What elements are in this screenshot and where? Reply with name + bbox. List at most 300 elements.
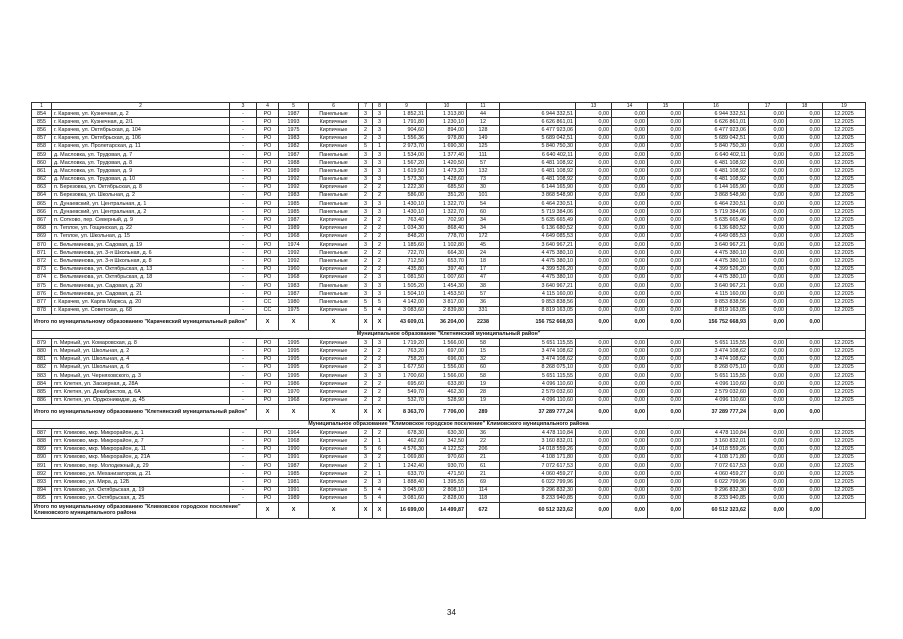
table-cell: 0,00 xyxy=(612,159,648,167)
table-cell: 0,00 xyxy=(576,216,612,224)
table-cell xyxy=(823,314,866,330)
table-cell: 12.2025 xyxy=(823,110,866,118)
table-cell: 1 505,20 xyxy=(387,281,427,289)
table-cell: 16 699,00 xyxy=(387,502,427,518)
table-cell: с. Вельяминова, ул. Садовая, д. 20 xyxy=(52,281,230,289)
table-cell: 7 072 617,53 xyxy=(500,461,576,469)
table-cell: 894,00 xyxy=(427,126,467,134)
table-cell: - xyxy=(230,224,257,232)
table-row xyxy=(32,396,866,404)
table-cell: 0,00 xyxy=(576,126,612,134)
table-cell: 4 xyxy=(373,494,387,502)
table-cell: 0,00 xyxy=(648,445,684,453)
table-cell: 0,00 xyxy=(612,306,648,314)
table-cell: РО xyxy=(257,445,279,453)
table-cell: 0,00 xyxy=(612,249,648,257)
table-cell: 0,00 xyxy=(749,216,787,224)
table-cell: 1987 xyxy=(279,110,309,118)
table-cell: 1983 xyxy=(279,134,309,142)
table-cell: 12.2025 xyxy=(823,478,866,486)
table-cell: 0,00 xyxy=(648,478,684,486)
table-cell: РО xyxy=(257,478,279,486)
table-cell: 0,00 xyxy=(576,167,612,175)
table-cell: - xyxy=(230,339,257,347)
table-cell: 0,00 xyxy=(648,257,684,265)
table-cell: 633,80 xyxy=(427,380,467,388)
table-cell: 0,00 xyxy=(612,429,648,437)
table-cell: 3 xyxy=(373,134,387,142)
table-row xyxy=(32,371,866,379)
table-cell: 879 xyxy=(32,339,52,347)
table-cell: 21 xyxy=(467,453,500,461)
table-cell: 0,00 xyxy=(576,290,612,298)
table-cell: 877 xyxy=(32,298,52,306)
table-cell: 1 xyxy=(373,437,387,445)
table-cell: 60 512 323,62 xyxy=(684,502,749,518)
table-cell: 12.2025 xyxy=(823,175,866,183)
table-cell: 2 xyxy=(359,429,373,437)
table-cell: Панельные xyxy=(309,249,359,257)
column-number: 13 xyxy=(576,103,612,110)
table-cell: пгт. Клетня, ул. Заозерная, д. 28А xyxy=(52,380,230,388)
table-cell: 1987 xyxy=(279,216,309,224)
table-cell: 894 xyxy=(32,486,52,494)
table-cell: 8 268 075,10 xyxy=(500,363,576,371)
table-cell: 878 xyxy=(32,306,52,314)
table-cell: 4 xyxy=(373,486,387,494)
table-cell: 0,00 xyxy=(648,388,684,396)
table-cell: 2 xyxy=(373,241,387,249)
table-cell: 5 651 115,55 xyxy=(500,371,576,379)
table-cell: 1983 xyxy=(279,191,309,199)
table-cell: X xyxy=(279,404,309,420)
table-cell: РО xyxy=(257,453,279,461)
table-cell: 1981 xyxy=(279,478,309,486)
table-cell: 0,00 xyxy=(749,314,787,330)
table-cell: п. Теплое, ул. Гощинская, д. 22 xyxy=(52,224,230,232)
table-cell: 9 853 838,56 xyxy=(684,298,749,306)
table-cell: 532,70 xyxy=(387,396,427,404)
table-cell: РО xyxy=(257,142,279,150)
table-cell: 0,00 xyxy=(787,118,823,126)
table-cell: 3 xyxy=(373,478,387,486)
table-cell: 0,00 xyxy=(648,281,684,289)
table-cell: 0,00 xyxy=(612,380,648,388)
table-cell: 0,00 xyxy=(749,134,787,142)
table-cell: РО xyxy=(257,461,279,469)
table-cell: 0,00 xyxy=(576,371,612,379)
table-cell: 0,00 xyxy=(612,437,648,445)
table-cell: 3 640 967,21 xyxy=(684,241,749,249)
table-cell: 12.2025 xyxy=(823,273,866,281)
table-cell: - xyxy=(230,216,257,224)
table-cell: 58 xyxy=(467,339,500,347)
table-row xyxy=(32,380,866,388)
table-cell: 118 xyxy=(467,494,500,502)
table-row xyxy=(32,216,866,224)
table-cell: 0,00 xyxy=(787,142,823,150)
housing-register-table xyxy=(31,102,866,519)
table-cell: 435,80 xyxy=(387,265,427,273)
table-cell: 3 xyxy=(359,208,373,216)
table-cell: 0,00 xyxy=(787,249,823,257)
table-cell: Панельные xyxy=(309,290,359,298)
table-cell: 0,00 xyxy=(749,396,787,404)
table-cell: 3 160 832,01 xyxy=(684,437,749,445)
table-cell: 861 xyxy=(32,167,52,175)
table-cell: 0,00 xyxy=(648,134,684,142)
table-cell: п. Мирный, ул. Черняховского, д. 3 xyxy=(52,371,230,379)
table-cell: 0,00 xyxy=(648,298,684,306)
table-cell: 12.2025 xyxy=(823,355,866,363)
table-cell: 57 xyxy=(467,159,500,167)
table-cell: Кирпичные xyxy=(309,461,359,469)
table-cell: 0,00 xyxy=(787,486,823,494)
table-cell: 462,30 xyxy=(427,388,467,396)
table-cell: Панельные xyxy=(309,200,359,208)
table-row xyxy=(32,461,866,469)
table-cell: 2 xyxy=(373,257,387,265)
table-cell: 12.2025 xyxy=(823,347,866,355)
table-cell: X xyxy=(257,404,279,420)
table-cell: 0,00 xyxy=(576,461,612,469)
table-cell: Кирпичные xyxy=(309,437,359,445)
table-cell: - xyxy=(230,200,257,208)
table-cell: 0,00 xyxy=(576,437,612,445)
table-cell: 0,00 xyxy=(787,134,823,142)
table-cell: 0,00 xyxy=(612,216,648,224)
table-cell: 3 xyxy=(373,281,387,289)
column-number xyxy=(500,103,576,110)
table-cell: 0,00 xyxy=(749,183,787,191)
table-cell: 0,00 xyxy=(749,175,787,183)
table-cell: 0,00 xyxy=(749,437,787,445)
table-row xyxy=(32,339,866,347)
table-cell: Кирпичные xyxy=(309,445,359,453)
table-cell: 2 xyxy=(373,429,387,437)
table-cell: 858 xyxy=(32,142,52,150)
table-cell: 12.2025 xyxy=(823,191,866,199)
table-cell: 6 477 923,06 xyxy=(684,126,749,134)
column-number: 11 xyxy=(467,103,500,110)
table-cell: 12.2025 xyxy=(823,363,866,371)
table-cell: 873 xyxy=(32,265,52,273)
table-cell: 0,00 xyxy=(749,478,787,486)
section-title: Муниципальное образование "Климовское городское поселение" Климовского муниципального района xyxy=(32,420,866,429)
table-cell: 6 481 108,92 xyxy=(684,167,749,175)
table-cell: 12.2025 xyxy=(823,290,866,298)
table-cell: 1980 xyxy=(279,298,309,306)
table-cell: 1 102,80 xyxy=(427,241,467,249)
table-cell: 8 268 075,10 xyxy=(684,363,749,371)
table-cell: 3 xyxy=(359,110,373,118)
table-row xyxy=(32,183,866,191)
table-cell: 14 499,87 xyxy=(427,502,467,518)
table-cell: 1 322,70 xyxy=(427,208,467,216)
table-cell: 22 xyxy=(467,437,500,445)
table-cell: 4 060 459,27 xyxy=(684,470,749,478)
table-cell: д. Масловка, ул. Трудовая, д. 10 xyxy=(52,175,230,183)
table-cell: 1 852,31 xyxy=(387,110,427,118)
table-cell: 0,00 xyxy=(576,380,612,388)
table-cell: 868 xyxy=(32,224,52,232)
table-cell: РО xyxy=(257,110,279,118)
table-cell: 9 296 832,30 xyxy=(500,486,576,494)
table-cell: 904,60 xyxy=(387,126,427,134)
table-cell: 0,00 xyxy=(612,118,648,126)
table-cell: РО xyxy=(257,150,279,158)
table-cell: 14 018 559,26 xyxy=(500,445,576,453)
table-cell: 0,00 xyxy=(612,494,648,502)
table-cell: 0,00 xyxy=(576,273,612,281)
table-cell: 0,00 xyxy=(576,306,612,314)
table-cell: 0,00 xyxy=(612,200,648,208)
table-cell: 12.2025 xyxy=(823,453,866,461)
table-cell: 12.2025 xyxy=(823,150,866,158)
table-cell: 43 609,01 xyxy=(387,314,427,330)
table-cell: 0,00 xyxy=(576,478,612,486)
table-row xyxy=(32,159,866,167)
table-cell: 0,00 xyxy=(576,502,612,518)
table-cell: - xyxy=(230,437,257,445)
table-cell: Панельные xyxy=(309,298,359,306)
table-cell: 0,00 xyxy=(648,167,684,175)
table-cell: РО xyxy=(257,396,279,404)
register-sheet xyxy=(31,102,865,519)
table-cell: 0,00 xyxy=(612,314,648,330)
table-cell: 34 xyxy=(467,224,500,232)
table-row xyxy=(32,142,866,150)
table-cell: г. Карачев, ул. Октябрьская, д. 106 xyxy=(52,134,230,142)
table-cell: 0,00 xyxy=(612,142,648,150)
table-cell: 0,00 xyxy=(612,404,648,420)
table-cell: 6 464 230,51 xyxy=(684,200,749,208)
table-cell: 2 xyxy=(373,216,387,224)
table-cell: 889 xyxy=(32,445,52,453)
table-cell: 1 185,60 xyxy=(387,241,427,249)
table-cell: - xyxy=(230,363,257,371)
table-cell: 0,00 xyxy=(612,110,648,118)
table-cell: Кирпичные xyxy=(309,134,359,142)
table-cell: 73 xyxy=(467,175,500,183)
table-cell: РО xyxy=(257,249,279,257)
table-cell: 3 xyxy=(373,118,387,126)
table-cell: 891 xyxy=(32,461,52,469)
table-cell: 342,50 xyxy=(427,437,467,445)
table-cell: 4 096 110,60 xyxy=(500,380,576,388)
table-cell: 0,00 xyxy=(576,134,612,142)
table-cell: 9 296 832,30 xyxy=(684,486,749,494)
table-cell: 12.2025 xyxy=(823,445,866,453)
table-cell: РО xyxy=(257,208,279,216)
table-cell: 895 xyxy=(32,494,52,502)
table-cell: 2 xyxy=(373,453,387,461)
table-cell: 14 018 559,26 xyxy=(684,445,749,453)
table-cell: 12.2025 xyxy=(823,470,866,478)
table-cell: 132 xyxy=(467,167,500,175)
section-header-row xyxy=(32,330,866,339)
table-cell: 970,60 xyxy=(427,453,467,461)
table-cell: 1 473,20 xyxy=(427,167,467,175)
table-cell: 1992 xyxy=(279,175,309,183)
table-cell: 872 xyxy=(32,257,52,265)
table-cell: 1 719,20 xyxy=(387,339,427,347)
table-cell: 2 xyxy=(373,380,387,388)
table-cell: - xyxy=(230,134,257,142)
table-cell: 883 xyxy=(32,371,52,379)
table-cell: 5 635 665,49 xyxy=(684,216,749,224)
table-cell: 884 xyxy=(32,380,52,388)
table-cell: 3 xyxy=(373,290,387,298)
table-cell: пгт. Климово, мкр. Микрорайон, д. 7 xyxy=(52,437,230,445)
table-cell: 19 xyxy=(467,396,500,404)
table-cell: 0,00 xyxy=(648,224,684,232)
table-cell: 712,50 xyxy=(387,257,427,265)
table-cell: 60 xyxy=(467,363,500,371)
table-cell: 12.2025 xyxy=(823,142,866,150)
table-cell: 1975 xyxy=(279,126,309,134)
table-cell: 5 840 750,30 xyxy=(684,142,749,150)
table-body xyxy=(32,103,866,519)
table-cell: 12.2025 xyxy=(823,437,866,445)
table-cell: 0,00 xyxy=(787,363,823,371)
table-cell: РО xyxy=(257,191,279,199)
table-cell: с. Вельяминова, ул. 3-я Школьная, д. 6 xyxy=(52,249,230,257)
table-cell: 0,00 xyxy=(749,388,787,396)
table-row xyxy=(32,110,866,118)
table-cell: 0,00 xyxy=(749,273,787,281)
table-cell: 1 567,20 xyxy=(387,159,427,167)
table-cell: 12.2025 xyxy=(823,159,866,167)
table-cell: 1 242,40 xyxy=(387,461,427,469)
table-cell: 36 xyxy=(467,298,500,306)
table-cell: 885 xyxy=(32,388,52,396)
table-cell: 0,00 xyxy=(749,249,787,257)
table-cell: 6 022 799,96 xyxy=(684,478,749,486)
table-cell: 156 752 668,93 xyxy=(684,314,749,330)
table-cell: 0,00 xyxy=(576,200,612,208)
table-cell: 5 651 115,55 xyxy=(684,371,749,379)
table-cell: 697,00 xyxy=(427,347,467,355)
column-number: 10 xyxy=(427,103,467,110)
table-cell: 0,00 xyxy=(749,470,787,478)
table-cell: 1968 xyxy=(279,273,309,281)
table-cell: 4 399 526,20 xyxy=(500,265,576,273)
table-cell: 9 853 838,56 xyxy=(500,298,576,306)
table-cell: 1990 xyxy=(279,445,309,453)
table-cell: 125 xyxy=(467,142,500,150)
table-cell: 3 xyxy=(359,159,373,167)
table-cell: 2 xyxy=(359,257,373,265)
table-row xyxy=(32,355,866,363)
total-label: Итого по муниципальному образованию "Климовское городское поселение" Климовского муниципального района xyxy=(32,502,257,518)
table-cell: 0,00 xyxy=(749,150,787,158)
table-cell: 3 xyxy=(359,175,373,183)
table-cell: - xyxy=(230,453,257,461)
table-cell: 12.2025 xyxy=(823,461,866,469)
table-cell: 0,00 xyxy=(576,191,612,199)
table-cell: 0,00 xyxy=(749,110,787,118)
table-cell: п. Теплое, ул. Школьная, д. 15 xyxy=(52,232,230,240)
table-cell: 3 xyxy=(359,150,373,158)
table-cell: 12.2025 xyxy=(823,281,866,289)
table-cell: 0,00 xyxy=(576,159,612,167)
table-cell: 2 xyxy=(373,265,387,273)
table-cell: 0,00 xyxy=(648,175,684,183)
table-cell: 12.2025 xyxy=(823,396,866,404)
table-cell: Кирпичные xyxy=(309,494,359,502)
table-cell: 1992 xyxy=(279,249,309,257)
table-cell: 1 322,70 xyxy=(427,200,467,208)
table-row xyxy=(32,494,866,502)
table-cell: г. Карачев, ул. Карла Маркса, д. 20 xyxy=(52,298,230,306)
table-cell: 8 819 163,05 xyxy=(684,306,749,314)
table-cell: X xyxy=(279,314,309,330)
table-cell: 0,00 xyxy=(576,175,612,183)
table-cell: д. Масловка, ул. Трудовая, д. 7 xyxy=(52,150,230,158)
table-cell: 1988 xyxy=(279,159,309,167)
table-cell: 15 xyxy=(467,347,500,355)
table-cell: 3 xyxy=(359,281,373,289)
column-number: 14 xyxy=(612,103,648,110)
table-cell: п. Сотково, пер. Северный, д. 9 xyxy=(52,216,230,224)
table-cell: - xyxy=(230,118,257,126)
table-cell: Кирпичные xyxy=(309,241,359,249)
table-cell: 0,00 xyxy=(787,470,823,478)
table-cell: 5 xyxy=(359,306,373,314)
table-cell: 1985 xyxy=(279,470,309,478)
table-row xyxy=(32,486,866,494)
table-cell: 0,00 xyxy=(612,134,648,142)
table-cell: 3 xyxy=(359,200,373,208)
table-cell: 172 xyxy=(467,232,500,240)
table-cell: 0,00 xyxy=(787,281,823,289)
table-cell: 862 xyxy=(32,175,52,183)
table-cell: 890 xyxy=(32,453,52,461)
table-cell: - xyxy=(230,347,257,355)
table-cell: 12.2025 xyxy=(823,249,866,257)
column-number: 2 xyxy=(52,103,230,110)
table-cell: 6 136 680,52 xyxy=(684,224,749,232)
table-cell: 4 475 380,10 xyxy=(500,273,576,281)
table-cell: 1 504,10 xyxy=(387,290,427,298)
table-cell: 61 xyxy=(467,461,500,469)
table-cell: 12.2025 xyxy=(823,380,866,388)
table-cell: X xyxy=(257,502,279,518)
table-cell: 1 430,10 xyxy=(387,200,427,208)
table-cell: 1983 xyxy=(279,281,309,289)
table-row xyxy=(32,265,866,273)
table-cell: 0,00 xyxy=(749,159,787,167)
table-cell: Кирпичные xyxy=(309,453,359,461)
table-cell: 2 xyxy=(359,363,373,371)
table-cell: 880 xyxy=(32,347,52,355)
table-cell: 0,00 xyxy=(749,191,787,199)
table-cell: 1989 xyxy=(279,494,309,502)
table-cell: 3 xyxy=(373,363,387,371)
table-cell: 1992 xyxy=(279,183,309,191)
table-cell: Панельные xyxy=(309,281,359,289)
table-cell: 6 136 680,52 xyxy=(500,224,576,232)
table-cell: 1 430,10 xyxy=(387,208,427,216)
table-cell: 12.2025 xyxy=(823,200,866,208)
table-cell: 0,00 xyxy=(749,167,787,175)
table-cell: 0,00 xyxy=(648,159,684,167)
table-cell: 2 xyxy=(359,437,373,445)
table-cell: Кирпичные xyxy=(309,470,359,478)
table-cell: 0,00 xyxy=(612,150,648,158)
table-cell: 4 478 110,84 xyxy=(684,429,749,437)
